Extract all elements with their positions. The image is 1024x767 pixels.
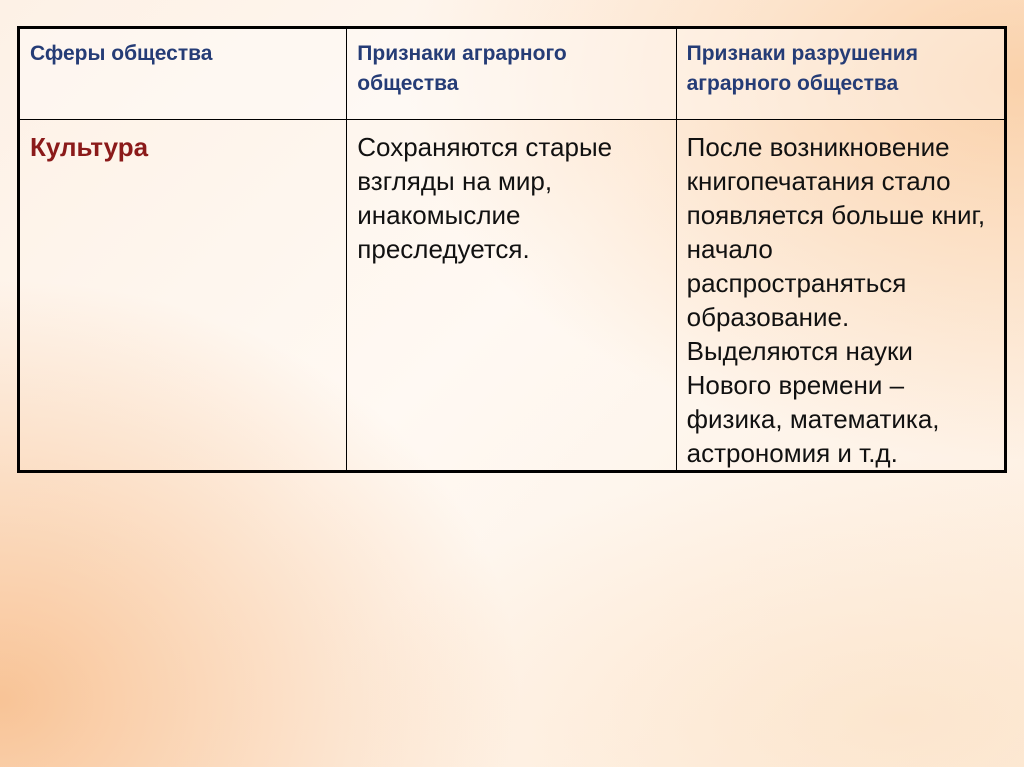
header-agrarian-destruction-signs: Признаки разрушения аграрного общества <box>676 28 1005 120</box>
table-header-row <box>19 28 1006 120</box>
agrarian-signs-cell: Сохраняются старые взгляды на мир, инакомыслие преследуется. <box>347 120 676 472</box>
sphere-cell: Культура <box>19 120 347 472</box>
comparison-table <box>17 26 1007 473</box>
table-row <box>19 120 1006 472</box>
destruction-signs-cell: После возникновение книгопечатания стало появляется больше книг, начало распространяться образование. Выделяются науки Нового времени – физика, математика, астрономия и т.д. <box>676 120 1005 472</box>
header-agrarian-society-signs: Признаки аграрного общества <box>347 28 676 120</box>
header-spheres-of-society: Сферы общества <box>19 28 347 120</box>
